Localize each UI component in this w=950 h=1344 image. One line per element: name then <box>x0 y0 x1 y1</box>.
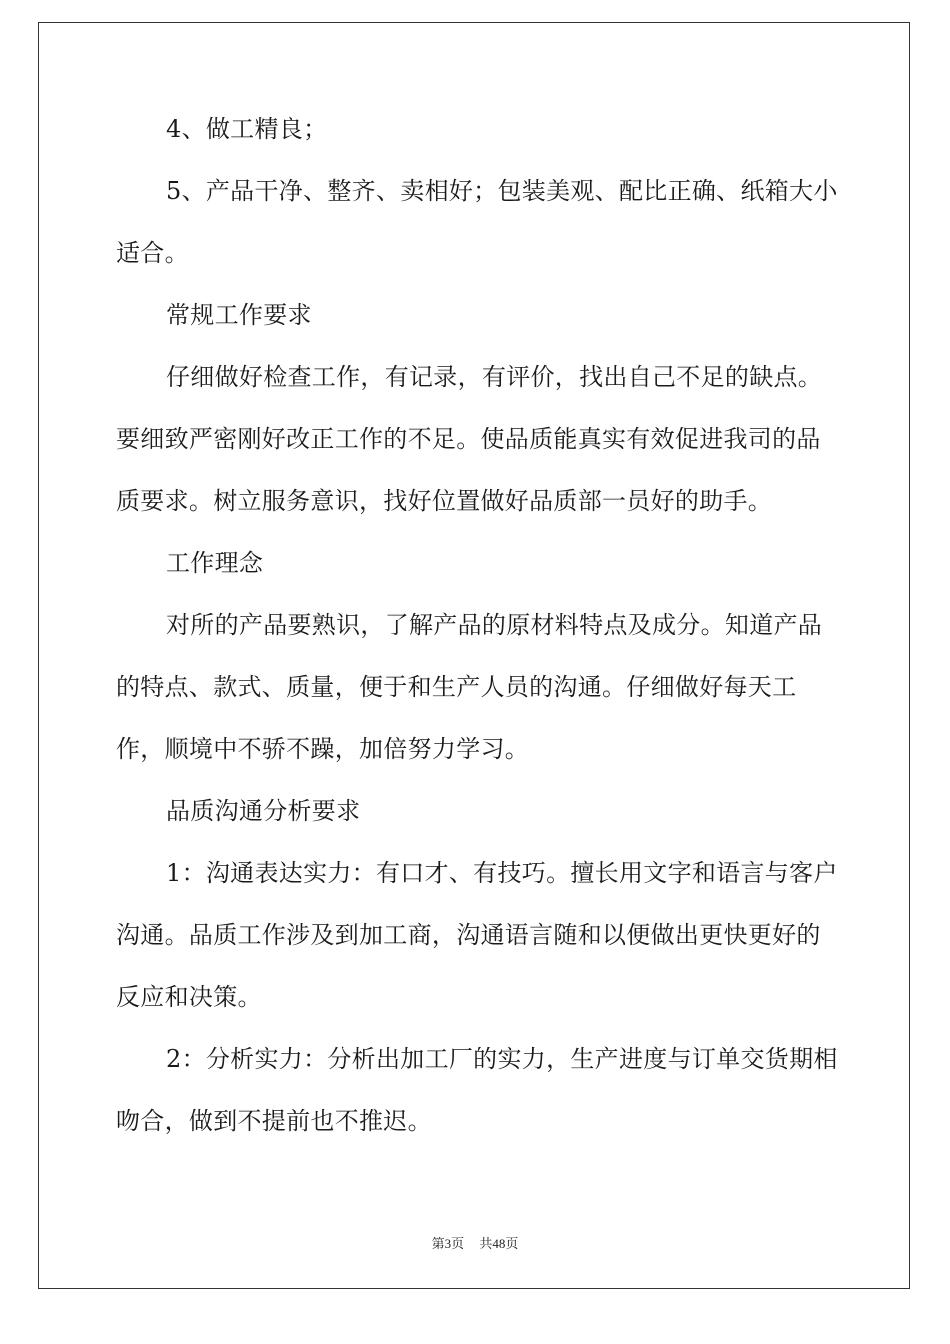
paragraph-item-4: 4、做工精良； <box>166 115 328 143</box>
section-heading-work-philosophy: 工作理念 <box>166 549 264 577</box>
paragraph-routine-requirements: 仔细做好检查工作，有记录，有评价，找出自己不足的缺点。要细致严密刚好改正工作的不足。使品质能真实有效促进我司的品质要求。树立服务意识，找好位置做好品质部一员好的助手。 <box>116 363 823 515</box>
paragraph-analysis-skill: 2：分析实力：分析出加工厂的实力，生产进度与订单交货期相吻合，做到不提前也不推迟。 <box>116 1045 838 1135</box>
paragraph-communication-skill: 1：沟通表达实力：有口才、有技巧。擅长用文字和语言与客户沟通。品质工作涉及到加工商，沟通语言随和以便做出更快更好的反应和决策。 <box>116 859 838 1011</box>
paragraph-work-philosophy: 对所的产品要熟识，了解产品的原材料特点及成分。知道产品的特点、款式、质量，便于和生产人员的沟通。仔细做好每天工作，顺境中不骄不躁，加倍努力学习。 <box>116 611 823 763</box>
section-heading-routine-requirements: 常规工作要求 <box>166 301 312 329</box>
page-number-total: 共48页 <box>479 1236 519 1251</box>
document-body <box>116 98 844 1152</box>
section-heading-communication-analysis: 品质沟通分析要求 <box>166 797 361 825</box>
paragraph-item-5: 5、产品干净、整齐、卖相好；包装美观、配比正确、纸箱大小适合。 <box>116 177 838 267</box>
page-number-current: 第3页 <box>431 1236 465 1251</box>
page-footer <box>0 1233 950 1252</box>
